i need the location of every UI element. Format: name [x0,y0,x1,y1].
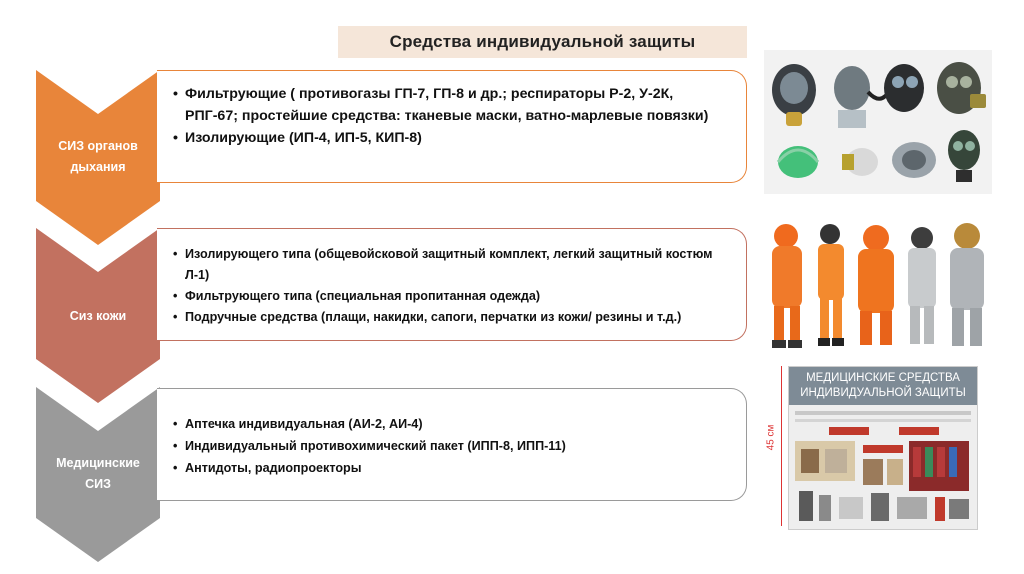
protective-suit-icon [764,216,992,356]
card-skin [157,228,747,341]
list-item: • Фильтрующего типа (специальная пропитанная одежда) [171,286,730,307]
chevron-respiratory [36,70,160,245]
chevron-label-skin [36,306,160,327]
poster-size-line [781,366,782,526]
list-item: • Аптечка индивидуальная (АИ-2, АИ-4) [171,413,730,435]
chevron-label-line: дыхания [70,160,126,174]
page-title: Средства индивидуальной защиты [389,32,696,51]
chevron-label-line: СИЗ [85,477,111,491]
chevron-label-respiratory [36,136,160,178]
list-item: • Подручные средства (плащи, накидки, сапоги, перчатки из кожи/ резины и т.д.) [171,307,730,328]
poster-title-line: ИНДИВИДУАЛЬНОЙ ЗАЩИТЫ [800,387,966,399]
protective-suits-photo [764,216,992,356]
poster-size-label: 45 см [765,424,777,451]
chevron-label-line: Медицинские [56,456,140,470]
poster-title-line: МЕДИЦИНСКИЕ СРЕДСТВА [806,372,960,384]
card-medical [157,388,747,501]
list-item: • Изолирующего типа (общевойсковой защитный комплект, легкий защитный костюм Л-1) [171,244,730,286]
item-list [171,413,730,479]
first-aid-kit-icon [789,405,977,529]
poster-header [789,367,977,405]
gas-masks-photo [764,50,992,194]
card-respiratory [157,70,747,183]
item-list [171,83,730,149]
chevron-medical [36,387,160,562]
medical-poster [764,362,984,530]
item-list [171,244,730,328]
chevron-label-line: Сиз кожи [69,309,127,323]
list-item: • Фильтрующие ( противогазы ГП-7, ГП-8 и др.; респираторы Р-2, У-2К, РПГ-67; простейшие средства: тканевые маски, ватно-марлевые повязки) [171,83,730,127]
list-item: • Изолирующие (ИП-4, ИП-5, КИП-8) [171,127,730,149]
list-item: • Индивидуальный противохимический пакет (ИПП-8, ИПП-11) [171,435,730,457]
chevron-skin [36,228,160,403]
chevron-label-line: СИЗ органов [58,139,138,153]
gas-mask-icon [764,50,992,194]
poster-sheet [788,366,978,530]
chevron-label-medical [36,453,160,495]
list-item: • Антидоты, радиопроекторы [171,457,730,479]
title-box [338,26,747,58]
